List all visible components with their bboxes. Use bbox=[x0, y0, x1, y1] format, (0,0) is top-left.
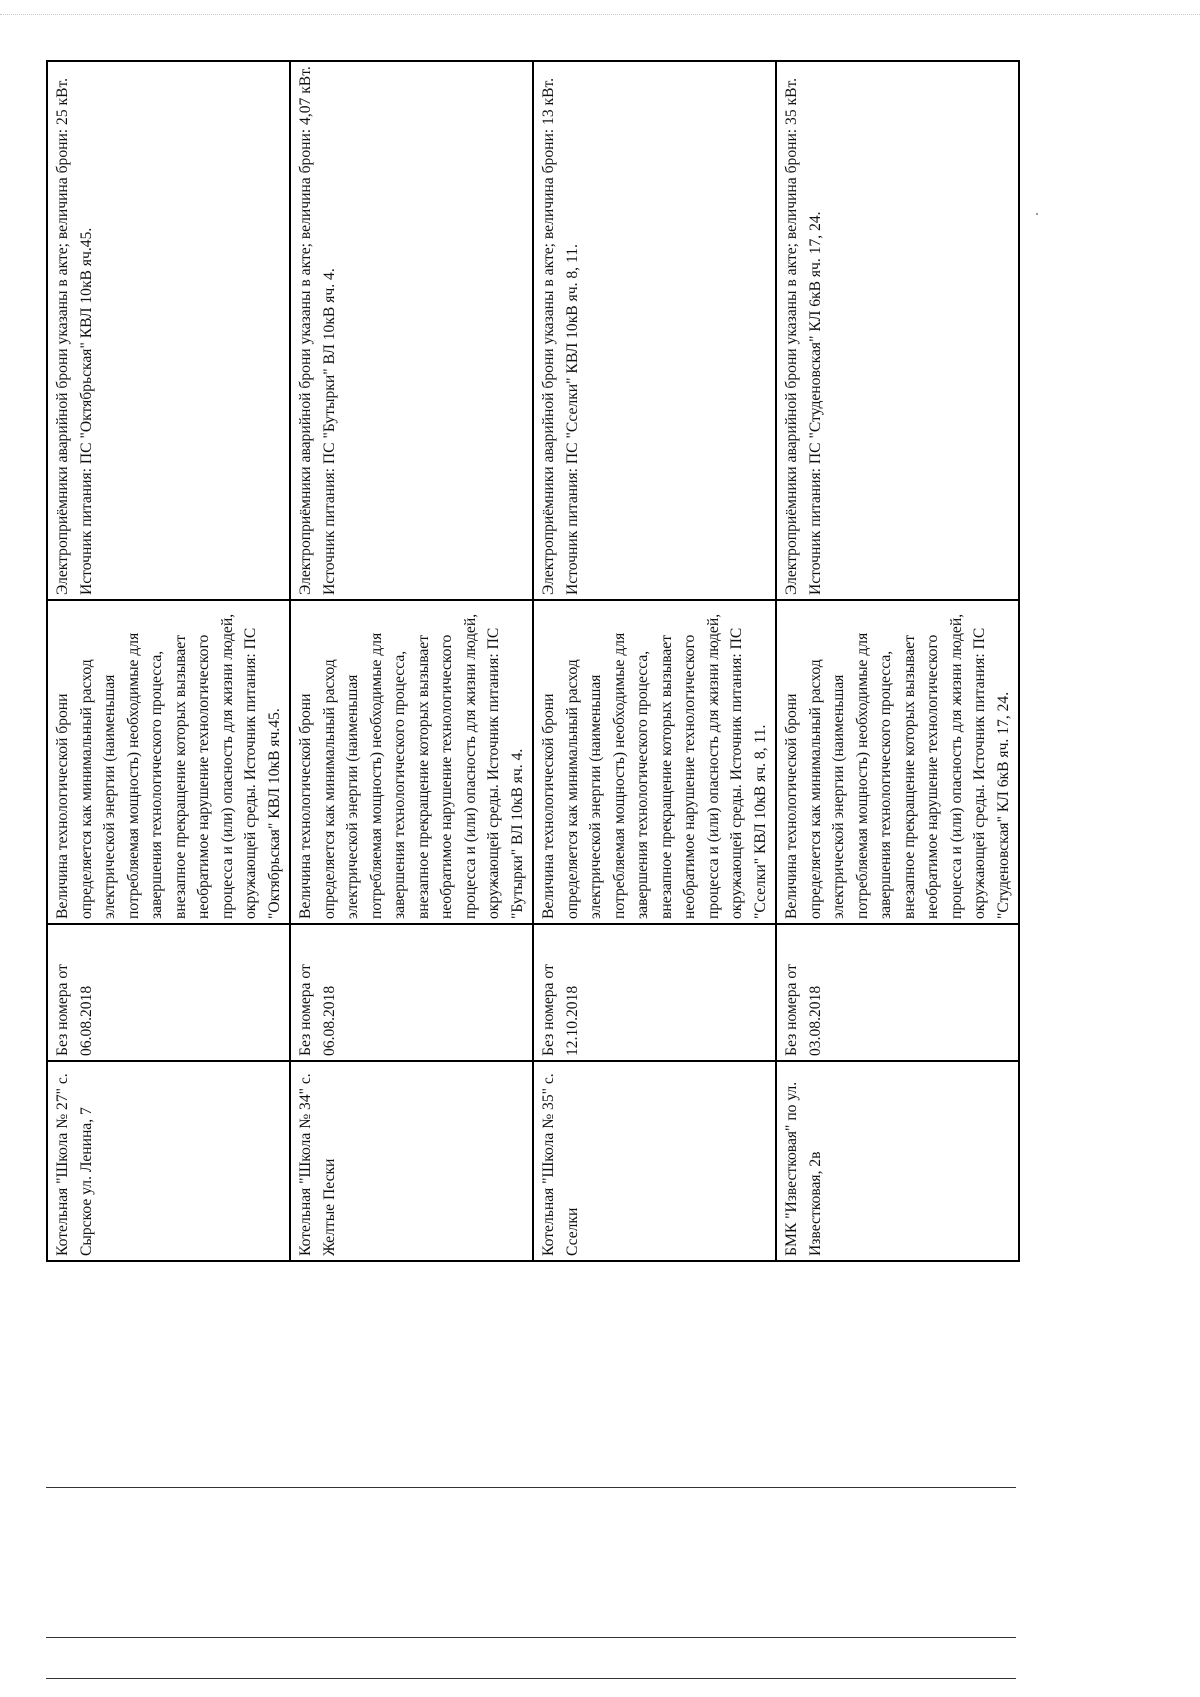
scan-speck bbox=[1036, 213, 1038, 215]
cell-tech-reserve: Величина технологической брони определяется как минимальный расход электрической энергии (наименьшая потребляемая мощность) необходимые для завершения технологического процесса, внезапное прекращение которых вызывает необратимое нарушение технологического процесса и (или) опасность для жизни людей, окружающей среды. Источник питания: ПС "Сселки" КВЛ 10кВ яч. 8, 11. bbox=[533, 600, 776, 924]
table-row bbox=[47, 61, 290, 1261]
cell-emergency-reserve: Электроприёмники аварийной брони указаны в акте; величина брони: 35 кВт. Источник питания: ПС "Студеновская" КЛ 6кВ яч. 17, 24. bbox=[776, 61, 1019, 600]
cell-tech-reserve: Величина технологической брони определяется как минимальный расход электрической энергии (наименьшая потребляемая мощность) необходимые для завершения технологического процесса, внезапное прекращение которых вызывает необратимое нарушение технологического процесса и (или) опасность для жизни людей, окружающей среды. Источник питания: ПС "Студеновская" КЛ 6кВ яч. 17, 24. bbox=[776, 600, 1019, 924]
reserve-table bbox=[46, 60, 1020, 1262]
cell-object: Котельная "Школа № 27" с. Сырское ул. Ленина, 7 bbox=[47, 1061, 290, 1261]
cell-emergency-reserve: Электроприёмники аварийной брони указаны в акте; величина брони: 25 кВт. Источник питания: ПС "Октябрьская" КВЛ 10кВ яч.45. bbox=[47, 61, 290, 600]
signature-line bbox=[46, 1678, 1016, 1679]
rotated-table-container bbox=[46, 62, 1018, 1262]
table-row bbox=[290, 61, 533, 1261]
cell-emergency-reserve: Электроприёмники аварийной брони указаны в акте; величина брони: 13 кВт. Источник питания: ПС "Сселки" КВЛ 10кВ яч. 8, 11. bbox=[533, 61, 776, 600]
cell-object: Котельная "Школа № 35" с. Сселки bbox=[533, 1061, 776, 1261]
cell-emergency-reserve: Электроприёмники аварийной брони указаны в акте; величина брони: 4,07 кВт. Источник питания: ПС "Бутырки" ВЛ 10кВ яч. 4. bbox=[290, 61, 533, 600]
signature-line bbox=[46, 1637, 1016, 1638]
cell-tech-reserve: Величина технологической брони определяется как минимальный расход электрической энергии (наименьшая потребляемая мощность) необходимые для завершения технологического процесса, внезапное прекращение которых вызывает необратимое нарушение технологического процесса и (или) опасность для жизни людей, окружающей среды. Источник питания: ПС "Октябрьская" КВЛ 10кВ яч.45. bbox=[47, 600, 290, 924]
cell-act: Без номера от 03.08.2018 bbox=[776, 924, 1019, 1061]
cell-object: БМК "Известковая" по ул. Известковая, 2в bbox=[776, 1061, 1019, 1261]
signature-line bbox=[46, 1487, 1016, 1488]
cell-tech-reserve: Величина технологической брони определяется как минимальный расход электрической энергии (наименьшая потребляемая мощность) необходимые для завершения технологического процесса, внезапное прекращение которых вызывает необратимое нарушение технологического процесса и (или) опасность для жизни людей, окружающей среды. Источник питания: ПС "Бутырки" ВЛ 10кВ яч. 4. bbox=[290, 600, 533, 924]
cell-act: Без номера от 06.08.2018 bbox=[290, 924, 533, 1061]
cell-object: Котельная "Школа № 34" с. Желтые Пески bbox=[290, 1061, 533, 1261]
page-top-edge bbox=[0, 14, 1200, 15]
cell-act: Без номера от 06.08.2018 bbox=[47, 924, 290, 1061]
table-row bbox=[776, 61, 1019, 1261]
cell-act: Без номера от 12.10.2018 bbox=[533, 924, 776, 1061]
table-row bbox=[533, 61, 776, 1261]
